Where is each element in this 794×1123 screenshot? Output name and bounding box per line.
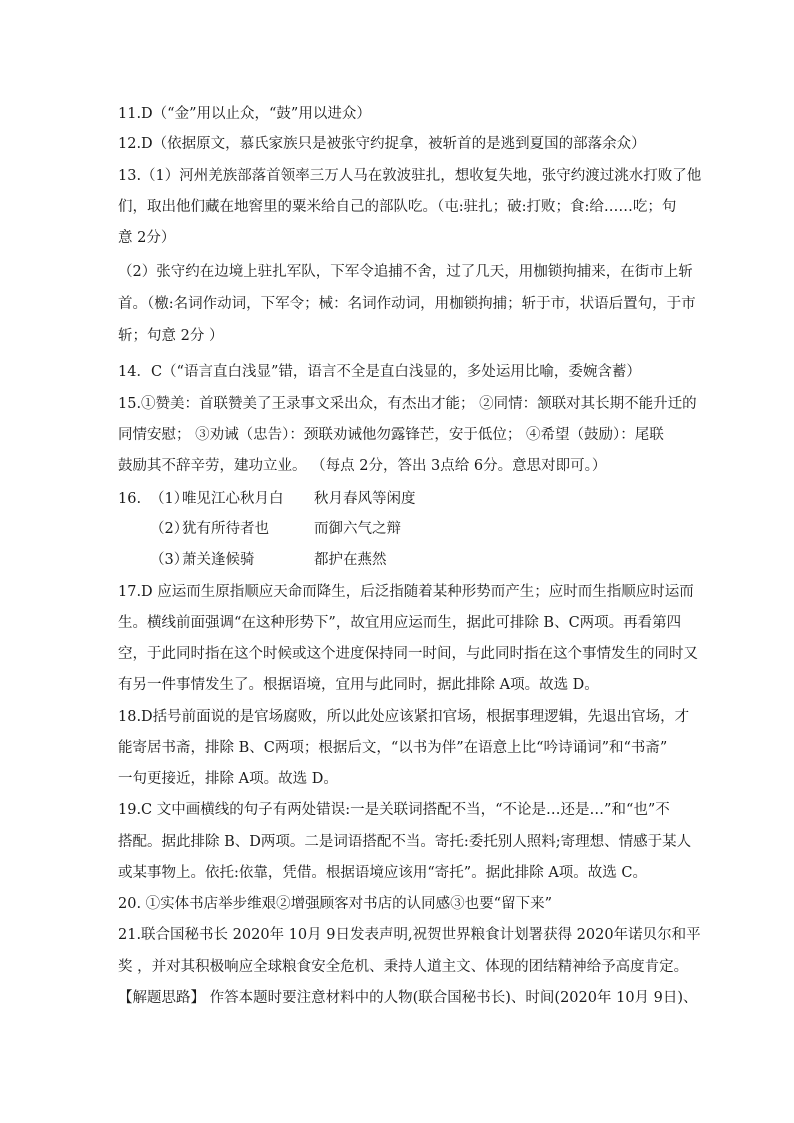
answer-16-line-b: 都护在燕然 <box>314 552 387 568</box>
answer-15-line-3: 鼓励其不辞辛劳，建功立业。 （每点 2分，答出 3点给 6分。意思对即可。） <box>118 458 607 474</box>
answer-17-line-1: 17.D 应运而生原指顺应天命而降生，后泛指随着某种形势而产生；应时而生指顺应时运而 <box>118 584 694 600</box>
answer-16-line-a: 萧关逢候骑 <box>182 552 255 568</box>
answer-14: 14．C（“语言直白浅显”错，语言不全是直白浅显的，多处运用比喻，委婉含蓄） <box>118 364 641 380</box>
answer-16-line-b: 秋月春风等闲度 <box>314 491 416 507</box>
answer-16-line-a: 唯见江心秋月白 <box>182 491 284 507</box>
answer-13-part2-line-3: 斩；句意 2分 ） <box>118 328 224 344</box>
answer-17-line-2: 生。横线前面强调“在这种形势下”，故宜用应运而生，据此可排除 B、C两项。再看第四 <box>118 615 682 631</box>
answer-16-line-b: 而御六气之辩 <box>314 521 401 537</box>
answer-16-num: （3） <box>150 552 189 568</box>
answer-15-line-1: 15.①赞美：首联赞美了王录事文采出众，有杰出才能； ②同情：颔联对其长期不能升迁的 <box>118 396 697 412</box>
answer-18-line-3: 一句更接近，排除 A项。故选 D。 <box>118 771 338 787</box>
answer-18-line-2: 能寄居书斋，排除 B、C两项；根据后文，“以书为伴”在语意上比“吟诗诵词”和“书斋” <box>118 740 668 756</box>
answer-16-label: 16. <box>118 491 142 507</box>
answer-18-line-1: 18.D括号前面说的是官场腐败，所以此处应该紧扣官场，根据事理逻辑，先退出官场，才 <box>118 709 690 725</box>
answer-13-part2-line-1: （2）张守约在边境上驻扎军队，下军令追捕不舍，过了几天，用枷锁拘捕来，在街市上斩 <box>118 264 693 280</box>
answer-15-line-2: 同情安慰； ③劝诫（忠告）：颈联劝诫他勿露锋芒，安于低位； ④希望（鼓励）：尾联 <box>118 427 664 443</box>
answer-21-hint: 【解题思路】 作答本题时要注意材料中的人物(联合国秘书长)、时间(2020年 10月 9日)、 <box>118 990 698 1006</box>
answer-13-line-2: 们，取出他们藏在地窖里的粟米给自己的部队吃。（屯:驻扎；破:打败；食:给……吃；句 <box>118 199 677 215</box>
answer-17-line-3: 空，于此同时指在这个时候或这个进度保持同一时间，与此同时指在这个事情发生的同时又 <box>118 646 698 662</box>
answer-19-line-2: 搭配。据此排除 B、D两项。二是词语搭配不当。寄托:委托别人照料;寄理想、情感于某人 <box>118 834 692 850</box>
answer-12: 12.D（依据原文，慕氏家族只是被张守约捉拿，被斩首的是逃到夏国的部落余众） <box>118 136 646 152</box>
answer-16-num: （1） <box>150 491 189 507</box>
answer-17-line-4: 有另一件事情发生了。根据语境，宜用与此同时，据此排除 A项。故选 D。 <box>118 677 599 693</box>
answer-19-line-1: 19.C 文中画横线的句子有两处错误:一是关联词搭配不当，“不论是…还是…”和“也”不 <box>118 802 670 818</box>
answer-20: 20. ①实体书店举步维艰②增强顾客对书店的认同感③也要“留下来” <box>118 896 552 912</box>
answer-19-line-3: 或某事物上。依托:依靠，凭借。根据语境应该用“寄托”。据此排除 A项。故选 C。 <box>118 865 647 881</box>
answer-16-line-a: 犹有所待者也 <box>182 521 269 537</box>
answer-13-line-3: 意 2分） <box>118 230 176 246</box>
answer-21-line-2: 奖 ，并对其积极响应全球粮食安全危机、秉持人道主文、体现的团结精神给予高度肯定。 <box>118 959 689 975</box>
answer-11: 11.D（“金”用以止众，“鼓”用以进众） <box>118 106 371 122</box>
answer-16-num: （2） <box>150 521 189 537</box>
answer-21-line-1: 21.联合国秘书长 2020年 10月 9日发表声明,祝贺世界粮食计划署获得 2020年诺贝尔和平 <box>118 927 701 943</box>
answer-13-part2-line-2: 首。（檄:名词作动词，下军令；械：名词作动词，用枷锁拘捕；斩于市，状语后置句，于市 <box>118 296 696 312</box>
answer-13-line-1: 13.（1）河州羌族部落首领率三万人马在敦波驻扎，想收复失地，张守约渡过洮水打败了他 <box>118 168 702 184</box>
